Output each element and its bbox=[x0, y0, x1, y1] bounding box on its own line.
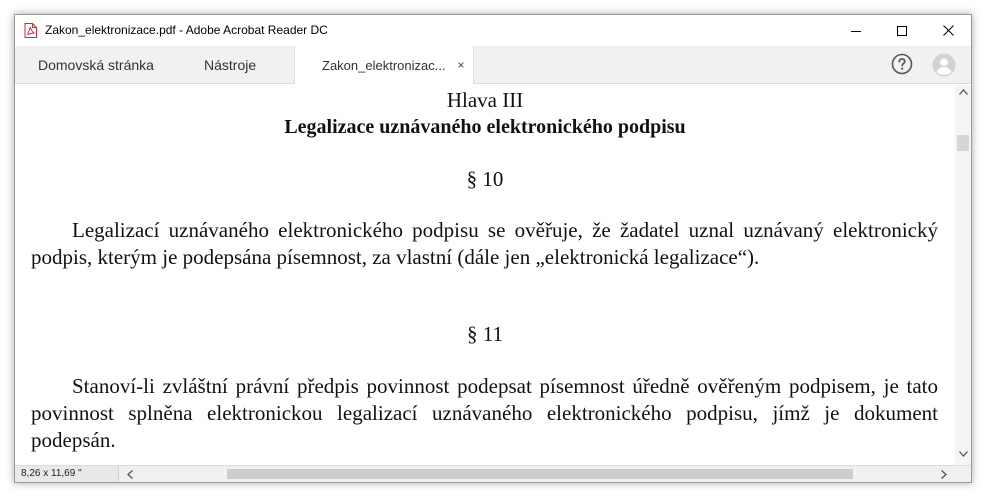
horizontal-scrollbar[interactable] bbox=[120, 466, 956, 482]
scroll-down-button[interactable] bbox=[955, 447, 971, 461]
chevron-left-icon bbox=[127, 470, 133, 479]
acrobat-window bbox=[14, 14, 972, 483]
close-icon bbox=[943, 25, 954, 36]
tab-close-icon[interactable]: × bbox=[457, 58, 465, 72]
close-button[interactable] bbox=[925, 15, 971, 46]
scroll-left-button[interactable] bbox=[124, 467, 136, 481]
chapter-heading: Hlava III bbox=[446, 88, 524, 112]
user-avatar-icon[interactable] bbox=[932, 53, 956, 77]
page-size-indicator[interactable]: 8,26 x 11,69 " bbox=[15, 466, 119, 482]
chevron-right-icon bbox=[941, 470, 947, 479]
document-view[interactable] bbox=[15, 85, 955, 465]
maximize-button[interactable] bbox=[879, 15, 925, 46]
chevron-up-icon bbox=[959, 89, 968, 95]
title-bar bbox=[15, 15, 971, 46]
vertical-scrollbar[interactable] bbox=[955, 85, 971, 465]
pdf-file-icon bbox=[24, 23, 37, 38]
section-heading: § 11 bbox=[467, 322, 503, 346]
window-title: Zakon_elektronizace.pdf - Adobe Acrobat Reader DC bbox=[45, 23, 328, 37]
section-paragraph: Legalizací uznávaného elektronického podpisu se ověřuje, že žadatel uznal uznávaný elektronický podpis, kterým je podepsána písemnost, za vlastní (dále jen „elektronická legalizace“). bbox=[31, 218, 938, 269]
tab-document[interactable] bbox=[294, 46, 474, 84]
status-bar bbox=[15, 465, 971, 482]
tab-document-label: Zakon_elektronizac... bbox=[322, 57, 446, 73]
section-paragraph: Stanoví-li zvláštní právní předpis povinnost podepsat písemnost úředně ověřeným podpisem, je tato povinnost splněna elektronickou legalizací uznávaného elektronického podpisu, jímž je dokument podepsán. bbox=[31, 374, 938, 452]
tab-home[interactable]: Domovská stránka bbox=[38, 57, 154, 73]
chapter-title: Legalizace uznávaného elektronického podpisu bbox=[284, 116, 686, 138]
chevron-down-icon bbox=[959, 451, 968, 457]
maximize-icon bbox=[897, 26, 907, 36]
scroll-right-button[interactable] bbox=[938, 467, 950, 481]
section-heading: § 10 bbox=[466, 167, 504, 191]
horizontal-scroll-thumb[interactable] bbox=[227, 469, 853, 479]
minimize-icon bbox=[851, 26, 861, 36]
vertical-scroll-thumb[interactable] bbox=[957, 135, 969, 151]
scroll-up-button[interactable] bbox=[955, 85, 971, 99]
tab-bar bbox=[15, 46, 971, 84]
help-icon[interactable] bbox=[891, 53, 913, 75]
tab-tools[interactable]: Nástroje bbox=[204, 57, 257, 73]
minimize-button[interactable] bbox=[833, 15, 879, 46]
